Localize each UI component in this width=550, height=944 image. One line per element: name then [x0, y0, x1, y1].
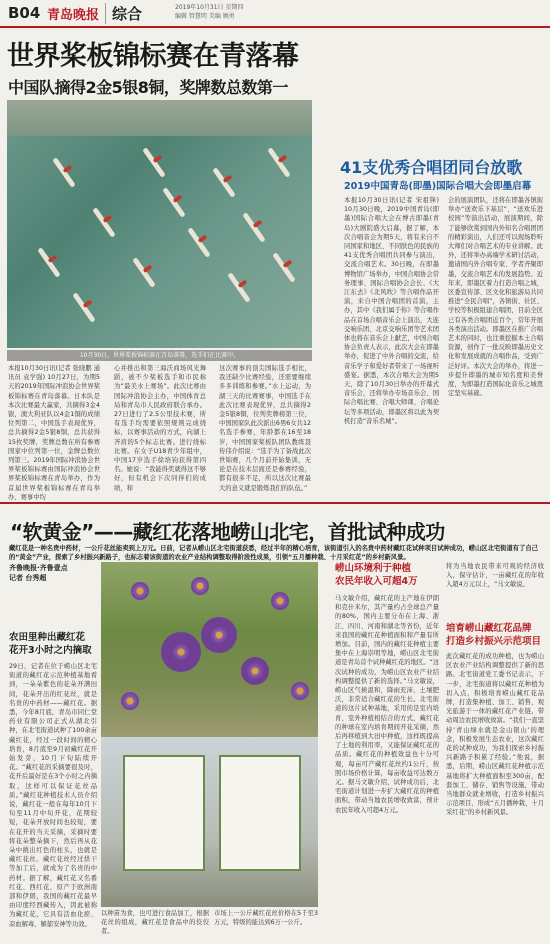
date-editor-info	[175, 3, 285, 21]
story1-subheadline: 中国队摘得2金5银8铜，奖牌数总数第一	[8, 78, 288, 97]
base-signboard	[219, 755, 301, 871]
byline-reporter: 记者 台秀超	[9, 574, 47, 582]
story3-column-2: 市场上一公斤藏红花丝价格在5千至3万元，特级的能达到6万一公斤。	[214, 910, 318, 927]
base-signboard	[123, 755, 205, 871]
paddleboard	[162, 187, 186, 218]
subhead-line: 崂山环境利于种植	[335, 563, 412, 574]
saffron-flower	[161, 632, 201, 672]
story3-lead: 藏红花是一种名贵中药材，一公斤花丝能卖到上万元。日前，记者从崂山区北宅街道获悉，经过半年的精心培育，该街道引入的名贵中药材藏红花试种项目试种成功，崂山区北宅街道有了自己的“黄金”产业，探索了乡村振兴新路子，也标志着该街道的农业产业结构调整取得阶段性成果，引领“五月播种栽、十月采红花”的乡村新风景。	[9, 545, 538, 562]
paddleboard	[52, 157, 76, 188]
byline-outlet: 齐鲁晚报·齐鲁壹点	[9, 564, 68, 572]
subhead-line: 花开3小时之内摘取	[9, 645, 92, 656]
photo-caption: 10月30日，世界桨板锦标赛在青岛落幕，选手们在比赛中。	[7, 350, 312, 361]
story2-column-1: 本报10月30日讯(记者 宋祖锋) 10月30日晚，2019中国青岛(即墨)国际合唱大会在博古即墨(青岛)大剧院盛大启幕，据了解，本次合唱音会为期5天，将有来自不同国家和地区、不同肤色的民族的41支优秀合唱团共同参与演出，交流合唱艺术。30日晚，在即墨博物馆广场举办，中国合唱协会常务理事、国际合唱协会会长、《大江东去》《北风吹》等合唱作品开演，来自中国合唱团的首演，主办，其中《我们属于你》等合唱作品在首场合唱音乐会上演出，大连交响乐团、北京交响乐团等艺术团体也将在音乐会上献艺，中国合唱协会负责人表示，此次大会在即墨举办，促进了中外合唱的交流，给音乐学子和爱好者带来了一场视听盛宴。据悉，本次合唱大会为期5天，除了10月30日举办的开幕式音乐会，还将举办专场音乐会、国际合唱比赛、合唱大师课、合唱论坛等多项活动，即墨区将以此为契机打造“音乐名城”。	[344, 197, 439, 425]
subhead-line: 农田里种出藏红花	[9, 632, 86, 643]
story1-column-2: 心并推出和第三海沃商场风光舞蹈，被不少桨板选手和市民称为“最美水上赛场”。此次比赛由国际冲浪协会主办，中国体育总局和青岛市人民政府联合承办。27日进行了2.5公里技术赛，所有选手均需要依照规则完成绕标，以赛事活动的方式，向湖上齐肩的5个标志比赛。进行绕标比赛。在女子U18青少年组中，中国17岁选手徐培钧获得第四名。她说：“我能得奖就得这不够好，但有机会下次同伴们的成绩，和	[114, 365, 206, 492]
story2-subheadline: 2019中国青岛(即墨)国际合唱大会即墨启幕	[344, 181, 532, 192]
paddleboard	[242, 212, 266, 243]
paddleboard	[227, 272, 251, 303]
story3-column-5: 此次藏红花的成功种植，也为崂山区农业产业结构调整提供了新的思路。北宅街道党工委书记表示，下一步，北宅街道将以藏红花种植为切入点，积极培育崂山藏红花品牌，打造集种植、加工、销售、观光旅游于一体的藏红花产业链，带动周边农民增收致富。“我们一直坚持‘青山绿水就是金山银山’的理念，积极发展生态农业，这次藏红花的试种成功，为我们探索乡村振兴新路子积累了经验。”他说，据悉，后期，崂山区藏红花种植示范基地将扩大种植面积至300亩，配套加工、储存、销售等设施，带动当地群众就业增收，打造乡村振兴示范项目，形成“五月播种栽、十月采红花”的乡村新风景。	[446, 653, 544, 817]
section-divider	[0, 502, 550, 504]
saffron-flower	[271, 592, 289, 610]
page-number: B04	[8, 4, 41, 22]
saffron-flower	[201, 617, 237, 653]
paddleboard	[72, 292, 96, 323]
saffron-flower	[291, 682, 309, 700]
paddleboard	[37, 247, 61, 278]
story3-column-4: 将为当地农民带来可观的经济收入，保守估计，一亩藏红花的年收入超4万元以上，“马文敏说。	[446, 563, 544, 589]
page-header	[0, 0, 550, 28]
paddleboard-race-photo	[7, 100, 312, 348]
newspaper-logo: 青岛晚报	[47, 8, 100, 23]
story3-column-1: 29日，记者在位于崂山区北宅街道的藏红花示范种植基地看到，一朵朵紫色的花朵开满田间，花朵开出的红花丝，就是名贵的中药材——藏红花。据悉，今年8月底，青岛市同仁堂药业有限公司正式从湖北引种，在北宅街道试种了100余亩藏红花，经过一段时间的精心培育，8月底至9月初藏红花开始发芽，10月下旬陆续开花。“藏红花的采摘要很及时，花开后最好是在3个小时之内摘取，这样可以保证花丝品质。”藏红花种植技术人员介绍说，藏红花一般在每年10月下旬至11月中旬开花，花期较短，花朵开放时间也较短，要在花开的当天采摘，采摘时要将花朵整朵摘下，然后再从花朵中挑出红色的柱头，也就是藏红花丝。藏红花丝经过烘干等加工后，就成为了名贵的中药材。据了解，藏红花又名番红花、西红花，原产于欧洲南部和伊朗，我国的藏红花最早由印度经西藏传入，因此被称为藏红花，它具有活血化瘀、凉血解毒、解郁安神等功效。	[9, 663, 97, 928]
paddleboard	[272, 252, 296, 283]
date-line: 2019年10月31日 星期四	[175, 4, 244, 11]
paddleboard	[132, 257, 156, 288]
subhead-line: 农民年收入可超4万	[335, 576, 418, 587]
paddleboard	[92, 207, 116, 238]
story3-subhead-2	[335, 562, 418, 588]
story1-column-1: 本报10月30日讯(记者 张晓鹏 通讯员 袁学强) 10月27日，为期5天的2019年国际冲浪协会世界桨板锦标赛在青岛落幕。日本队是本次比赛最大赢家，共摘得3金4银，澳大利亚队以4金1铜的成绩位列第二，中国选手表现优异，总共摘得2金5银8铜，总共获得15枚奖牌，奖牌总数在所有参赛国家中位列第一位，金牌总数位列第三。2019年国际冲浪协会世界桨板锦标赛由国际冲浪协会世界桨板锦标赛在青岛举办，作为首届世界桨板锦标赛在青岛举办，赛事中均	[8, 365, 100, 500]
paddleboard	[267, 147, 291, 178]
saffron-flower	[121, 692, 139, 710]
story3-subhead-1	[9, 631, 92, 657]
story3-headline: “软黄金”——藏红花落地崂山北宅，首批试种成功	[10, 520, 445, 544]
story3-column-3: 马文敏介绍，藏红花的主产地在伊朗和克什米尔，其产量约占全球总产量的80%，国内主要分布在上海、浙江、四川、河南和湖北等省份，近年来我国的藏红花种植面积和产量有所增加。目前，国内的藏红花种植主要集中在上海崇明等地，崂山区北宅街道是青岛首个试种藏红花的地区。“这次试种的成功，为崂山区农业产业结构调整提供了新的选择。”马文敏说，崂山区气候温和，降雨充沛，土壤肥沃，非常适合藏红花的生长。北宅街道的这片试种基地，采用的是室内培育、室外种植相结合的方式，藏红花的种球在室内培育期间开花采摘，然后再移植到大田中种植，这样既提高了土地的利用率，又能保证藏红花的品质。藏红花的种植效益也十分可观，每亩可产藏红花丝约1公斤，按照市场价格计算，每亩收益可达数万元。据马文敏介绍，试种成功后，北宅街道计划进一步扩大藏红花的种植面积，带动当地农民增收致富，预计农民年收入可超4万元。	[335, 595, 439, 814]
byline	[9, 563, 68, 583]
saffron-flower-photo	[101, 562, 318, 737]
saffron-flower	[191, 577, 209, 595]
photo-shoreline	[7, 100, 312, 136]
subhead-line: 培育崂山藏红花品牌	[446, 623, 532, 634]
story1-column-3: 这次赛事的顶尖国际选手相比，我还缺少比赛经验，还需要继续多多训练和参赛。”水上运动，为湖三天的比赛赛事，中国选手在此次比赛表现优异，总共摘得2金5银8铜，位列奖牌榜第三位，中国国家队此次派出6男6女共12名选手参赛，年龄都在16至18岁，中国国家桨板队团队教练聂传伟介绍说：“选手为了备战此次世锦赛，几个月前开始集训，无论是在技术层面还是参赛经验，都有很多不足，所以这次比赛最大的意义就是锻炼我们的队伍。”	[219, 365, 311, 492]
saffron-flower	[131, 582, 149, 600]
section-name: 综合	[105, 3, 142, 24]
subhead-line: 打造乡村振兴示范项目	[446, 636, 542, 647]
story2-headline: 41支优秀合唱团同台放歌	[340, 158, 523, 177]
paddleboard	[187, 227, 211, 258]
saffron-base-sign-photo	[101, 737, 318, 907]
paddleboard	[212, 167, 236, 198]
photo-caption: 以种苗为食，也可进行食品加工，根据花丝的组成，藏红花是食品中的佼佼者。	[101, 910, 209, 936]
story1-headline: 世界桨板锦标赛在青落幕	[7, 41, 299, 72]
paddleboard	[142, 147, 166, 178]
story3-subhead-3	[446, 622, 541, 648]
saffron-flower	[241, 657, 269, 685]
story2-column-2: 会的展演团队，还将在即墨各镇街举办“送欢乐下基层”、“送欢乐进校园”等演出活动，展演期间，除了能够欣赏到国内外知名合唱团团的精彩演出，人们还可以现场聆听大师们对合唱艺术的专业讲解。此外，还将举办高端学术研讨活动，邀请国内外合唱专家、学者齐聚即墨，交流合唱艺术的发展趋势。近年来，即墨区着力打造合唱之城，区委宣传部、区文化和旅游局共同推进“全民合唱”，各镇街、社区、学校等积极组建合唱团，目前全区已有各类合唱团近百个，常年开展各类演出活动。即墨区在推广合唱艺术的同时，也注重挖掘本土合唱资源，创作了一批反映即墨历史文化和发展成就的合唱作品，受到广泛好评。本次大会的举办，将进一步提升即墨的城市知名度和美誉度，为即墨打造国际化音乐之城奠定坚实基础。	[448, 197, 543, 398]
editor-line: 编辑 管慧明 美编 顾勇	[175, 13, 235, 20]
